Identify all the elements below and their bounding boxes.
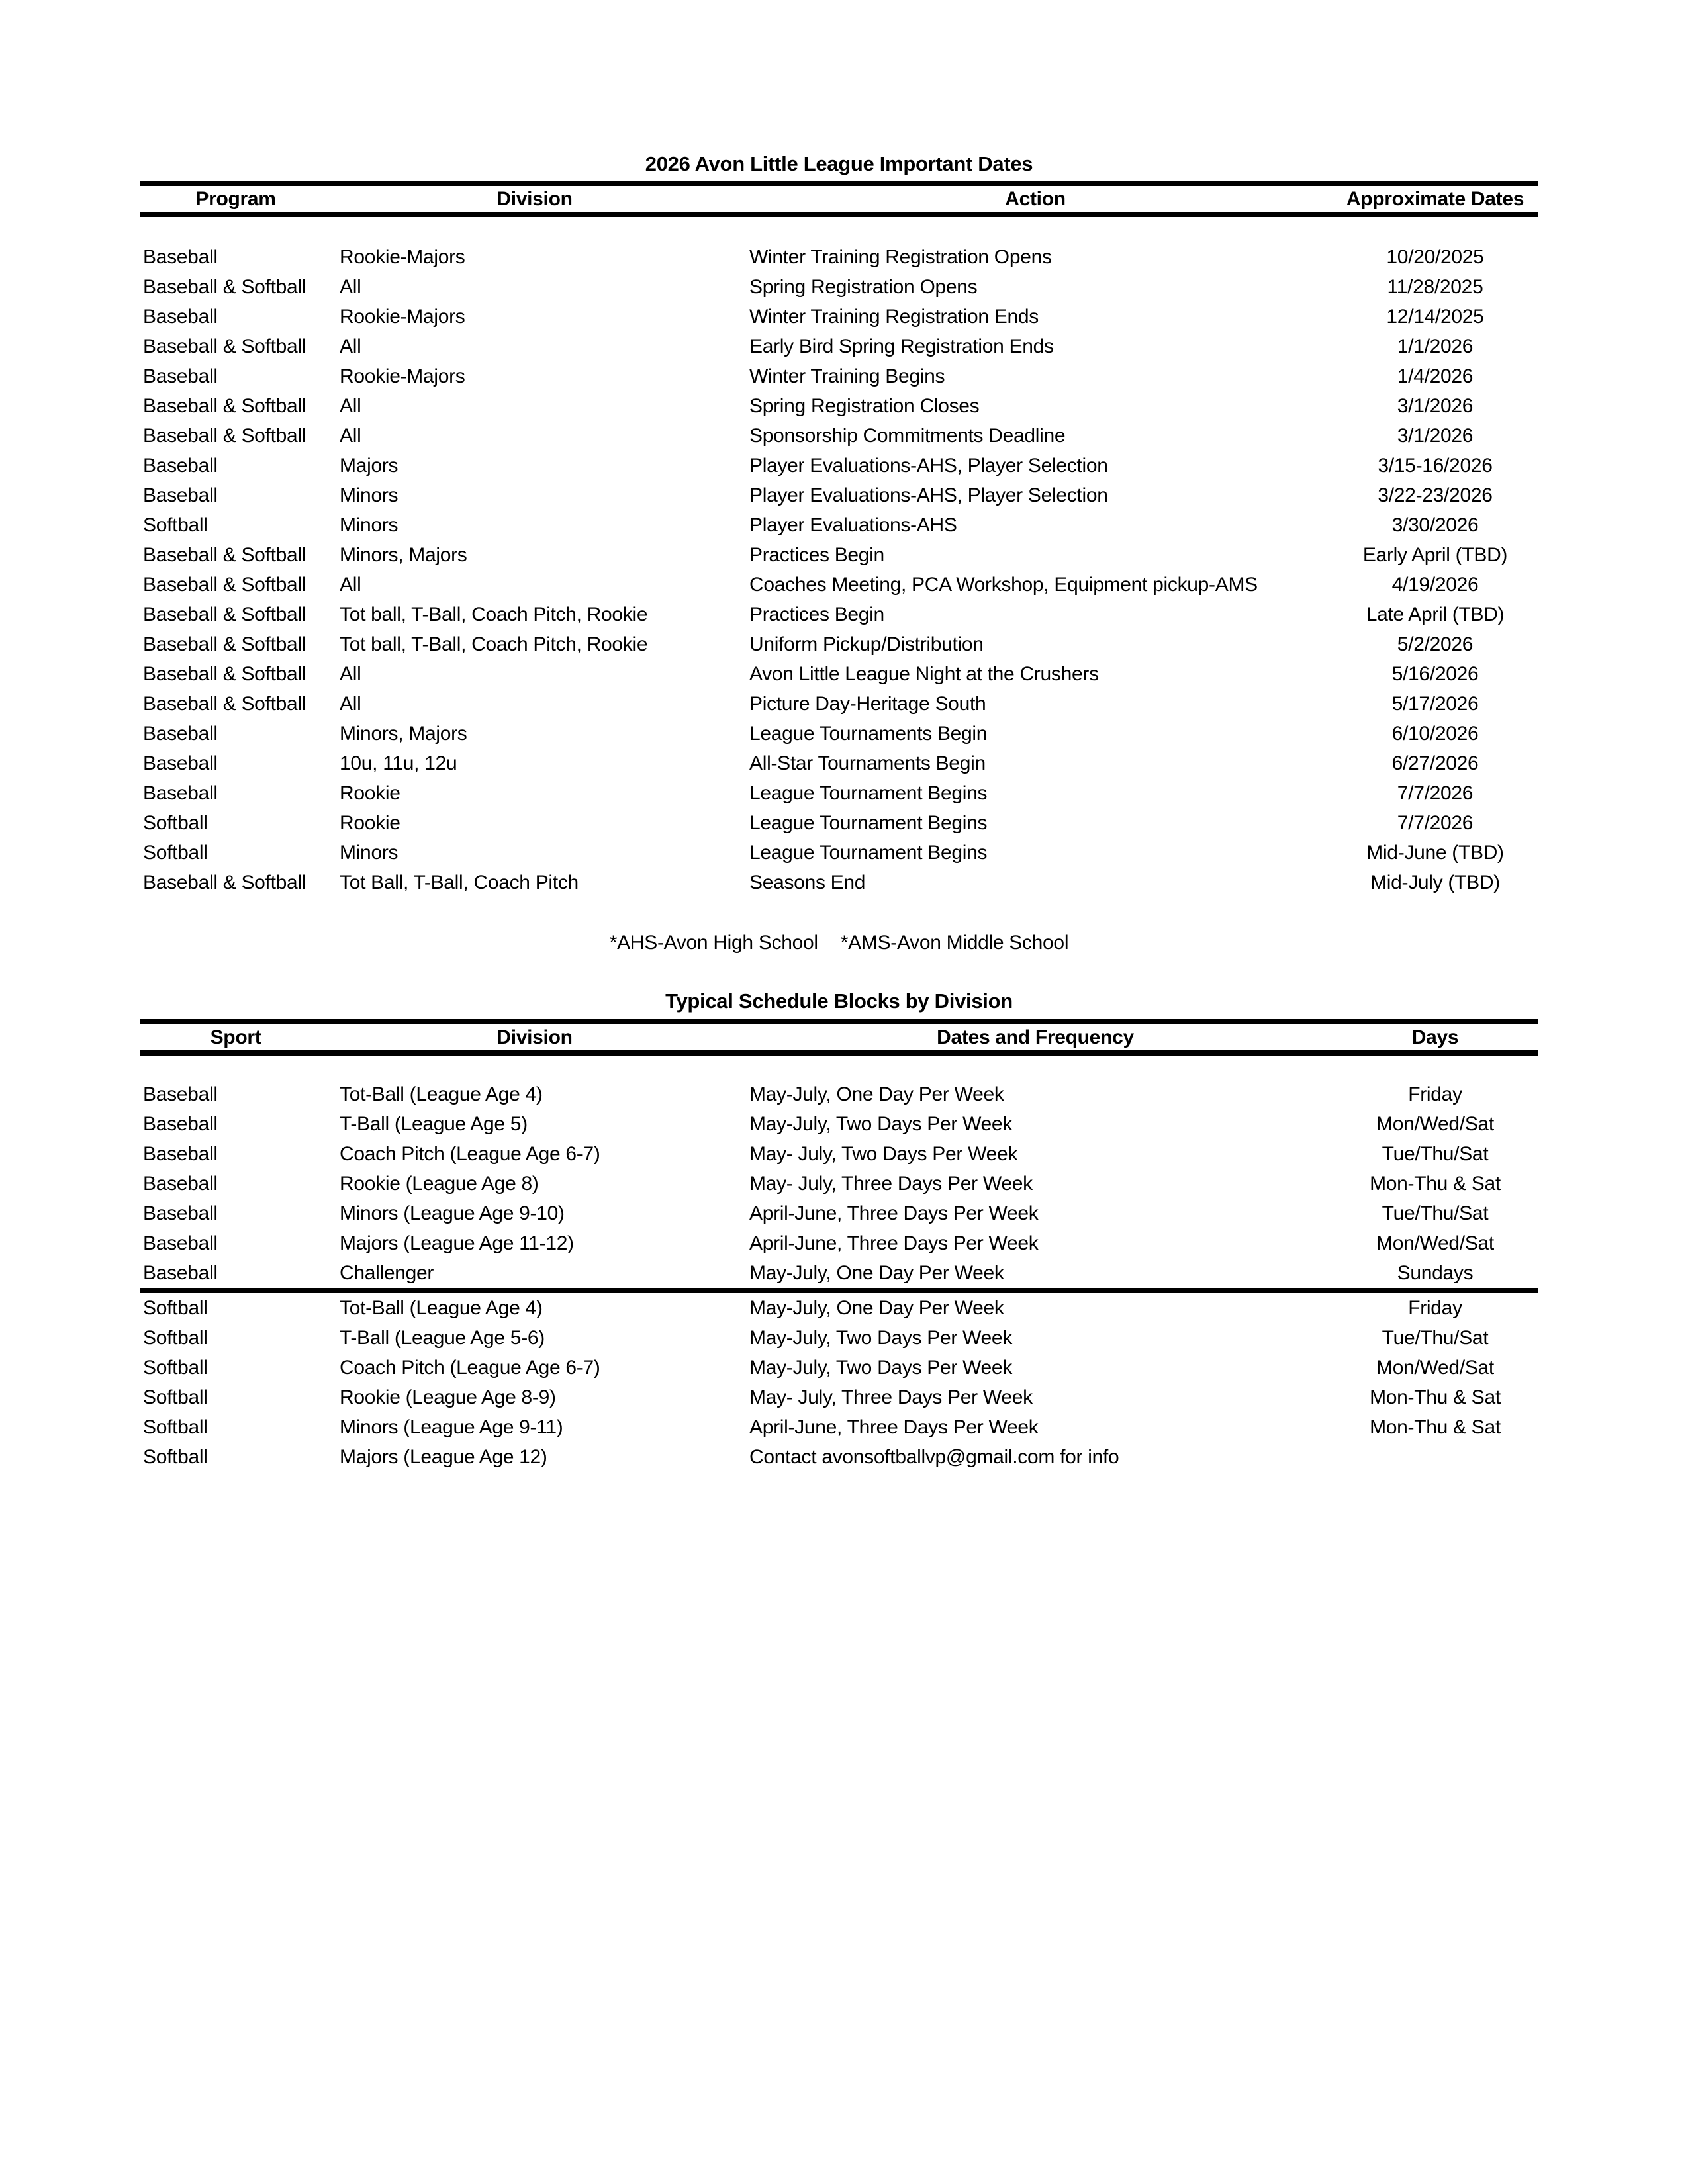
table-cell: Majors (League Age 12)	[340, 1446, 547, 1468]
table-cell: Majors (League Age 11-12)	[340, 1232, 574, 1254]
table-cell: Baseball	[143, 306, 218, 328]
table-row	[140, 272, 1538, 302]
table-row	[140, 1412, 1538, 1442]
schedule-blocks-table-header	[140, 1019, 1538, 1056]
table-cell: All	[340, 574, 361, 596]
table-cell: Player Evaluations-AHS, Player Selection	[749, 484, 1108, 506]
column-header-approximate-dates: Approximate Dates	[1346, 187, 1524, 210]
table-cell: Friday	[1408, 1297, 1462, 1319]
table-cell: Softball	[143, 1387, 208, 1408]
table-cell: Baseball	[143, 782, 218, 804]
table-cell: Rookie-Majors	[340, 365, 465, 387]
table-cell: Softball	[143, 1297, 208, 1319]
table-cell: 7/7/2026	[1397, 782, 1474, 804]
table-cell: May-July, Two Days Per Week	[749, 1113, 1013, 1135]
table-cell: 1/4/2026	[1397, 365, 1474, 387]
table-row	[140, 1079, 1538, 1109]
table-cell: 3/15-16/2026	[1378, 455, 1493, 477]
table-cell: Early April (TBD)	[1362, 544, 1508, 566]
table-cell: League Tournament Begins	[749, 782, 988, 804]
table-cell: All	[340, 693, 361, 715]
table-row	[140, 510, 1538, 540]
table-row	[140, 1109, 1538, 1139]
table-cell: T-Ball (League Age 5-6)	[340, 1327, 545, 1349]
table-cell: Baseball	[143, 752, 218, 774]
table-cell: 1/1/2026	[1397, 336, 1474, 357]
table-row	[140, 1383, 1538, 1412]
table-row	[140, 242, 1538, 272]
softball-rows-group	[140, 1293, 1538, 1472]
table-cell: Mon-Thu & Sat	[1370, 1416, 1501, 1438]
table-cell: League Tournament Begins	[749, 812, 988, 834]
table-cell: Baseball	[143, 1083, 218, 1105]
table-cell: 12/14/2025	[1386, 306, 1484, 328]
table-row	[140, 808, 1538, 838]
table-cell: Baseball	[143, 484, 218, 506]
table-cell: Baseball & Softball	[143, 425, 306, 447]
table-cell: May- July, Three Days Per Week	[749, 1173, 1033, 1195]
table-row	[140, 749, 1538, 778]
table-cell: May-July, One Day Per Week	[749, 1297, 1004, 1319]
table-cell: Rookie (League Age 8-9)	[340, 1387, 556, 1408]
table-cell: 5/16/2026	[1391, 663, 1479, 685]
table-cell: Softball	[143, 514, 208, 536]
table-cell: 10u, 11u, 12u	[340, 752, 457, 774]
schedule-blocks-table-title: Typical Schedule Blocks by Division	[665, 989, 1013, 1013]
table-cell: Tot ball, T-Ball, Coach Pitch, Rookie	[340, 604, 648, 625]
table-cell: Baseball	[143, 1262, 218, 1284]
table-cell: Mon/Wed/Sat	[1376, 1357, 1494, 1379]
table-cell: 3/30/2026	[1391, 514, 1479, 536]
table-cell: Winter Training Registration Opens	[749, 246, 1052, 268]
table-row	[140, 1228, 1538, 1258]
table-cell: 6/27/2026	[1391, 752, 1479, 774]
table-cell: Rookie-Majors	[340, 246, 465, 268]
table-cell: Spring Registration Closes	[749, 395, 980, 417]
column-header-division: Division	[496, 187, 573, 210]
section-divider-line	[140, 1288, 1538, 1293]
table-cell: Baseball	[143, 455, 218, 477]
table-cell: Baseball	[143, 1203, 218, 1224]
table-cell: Mon-Thu & Sat	[1370, 1173, 1501, 1195]
table-cell: Baseball & Softball	[143, 336, 306, 357]
table-cell: Tue/Thu/Sat	[1382, 1327, 1489, 1349]
table-cell: Seasons End	[749, 872, 866, 893]
table-cell: Minors	[340, 484, 399, 506]
table-cell: Winter Training Begins	[749, 365, 945, 387]
important-dates-table-title: 2026 Avon Little League Important Dates	[645, 152, 1033, 175]
important-dates-table-body	[140, 217, 1538, 897]
table-cell: All	[340, 663, 361, 685]
table-cell: 10/20/2025	[1386, 246, 1484, 268]
table-cell: Coach Pitch (League Age 6-7)	[340, 1357, 600, 1379]
table-cell: T-Ball (League Age 5)	[340, 1113, 528, 1135]
table-cell: May- July, Three Days Per Week	[749, 1387, 1033, 1408]
table-cell: Baseball	[143, 723, 218, 745]
table-cell: Mon/Wed/Sat	[1376, 1232, 1494, 1254]
table-cell: 5/17/2026	[1391, 693, 1479, 715]
table-cell: All	[340, 336, 361, 357]
table-row	[140, 778, 1538, 808]
column-header-sport: Sport	[210, 1026, 261, 1048]
table-cell: Baseball	[143, 365, 218, 387]
table-cell: Picture Day-Heritage South	[749, 693, 986, 715]
table-cell: April-June, Three Days Per Week	[749, 1232, 1039, 1254]
table-cell: Baseball & Softball	[143, 574, 306, 596]
footnote	[140, 928, 1538, 958]
table-row	[140, 1353, 1538, 1383]
table-cell: May-July, One Day Per Week	[749, 1262, 1004, 1284]
table-row	[140, 480, 1538, 510]
table-cell: Player Evaluations-AHS, Player Selection	[749, 455, 1108, 477]
table-row	[140, 689, 1538, 719]
table-cell: 11/28/2025	[1387, 276, 1483, 298]
table-cell: Baseball & Softball	[143, 693, 306, 715]
column-header-action: Action	[1005, 187, 1066, 210]
table-cell: Softball	[143, 812, 208, 834]
table-cell: Minors	[340, 514, 399, 536]
table-cell: League Tournament Begins	[749, 842, 988, 864]
table-row	[140, 1258, 1538, 1288]
table-row	[140, 719, 1538, 749]
table-row	[140, 302, 1538, 332]
important-dates-table-header	[140, 181, 1538, 217]
table-cell: 3/1/2026	[1397, 425, 1474, 447]
footnote-ahs: *AHS-Avon High School	[609, 932, 818, 954]
table-cell: Minors (League Age 9-11)	[340, 1416, 563, 1438]
table-row	[140, 659, 1538, 689]
table-cell: All	[340, 276, 361, 298]
table-row	[140, 1323, 1538, 1353]
table-cell: League Tournaments Begin	[749, 723, 988, 745]
table-row	[140, 868, 1538, 897]
table-row	[140, 540, 1538, 570]
table-cell: Practices Begin	[749, 604, 884, 625]
table-cell: Late April (TBD)	[1366, 604, 1505, 625]
table-cell: Early Bird Spring Registration Ends	[749, 336, 1054, 357]
table-cell: Tue/Thu/Sat	[1382, 1143, 1489, 1165]
table-cell: Spring Registration Opens	[749, 276, 978, 298]
table-cell: Minors, Majors	[340, 723, 467, 745]
table-cell: Sponsorship Commitments Deadline	[749, 425, 1066, 447]
table-row	[140, 391, 1538, 421]
table-cell: All	[340, 395, 361, 417]
table-cell: Softball	[143, 842, 208, 864]
table-cell: Winter Training Registration Ends	[749, 306, 1039, 328]
schedule-blocks-table-body	[140, 1056, 1538, 1472]
table-cell: Baseball & Softball	[143, 663, 306, 685]
table-row	[140, 570, 1538, 600]
table-cell: May- July, Two Days Per Week	[749, 1143, 1018, 1165]
column-header-dates-and-frequency: Dates and Frequency	[937, 1026, 1134, 1048]
table-cell: Rookie	[340, 782, 400, 804]
table-cell: Rookie (League Age 8)	[340, 1173, 539, 1195]
table-row	[140, 629, 1538, 659]
table-cell: Tot-Ball (League Age 4)	[340, 1297, 543, 1319]
table-row	[140, 600, 1538, 629]
table-cell: Baseball	[143, 1232, 218, 1254]
table-row	[140, 1199, 1538, 1228]
table-row	[140, 361, 1538, 391]
table-cell: Baseball & Softball	[143, 604, 306, 625]
table-cell: Player Evaluations-AHS	[749, 514, 957, 536]
table-cell: Rookie	[340, 812, 400, 834]
table-cell: April-June, Three Days Per Week	[749, 1416, 1039, 1438]
column-header-division: Division	[496, 1026, 573, 1048]
table-cell: Softball	[143, 1357, 208, 1379]
table-row	[140, 838, 1538, 868]
table-cell: Mid-July (TBD)	[1370, 872, 1500, 893]
table-cell: Challenger	[340, 1262, 434, 1284]
table-cell: Softball	[143, 1416, 208, 1438]
table-cell: Rookie-Majors	[340, 306, 465, 328]
table-cell: Tue/Thu/Sat	[1382, 1203, 1489, 1224]
table-cell: 3/22-23/2026	[1378, 484, 1493, 506]
table-cell: May-July, Two Days Per Week	[749, 1327, 1013, 1349]
table-cell: Minors (League Age 9-10)	[340, 1203, 565, 1224]
table-cell: 7/7/2026	[1397, 812, 1474, 834]
table-cell: May-July, Two Days Per Week	[749, 1357, 1013, 1379]
table-cell: Avon Little League Night at the Crushers	[749, 663, 1099, 685]
table-cell: Tot ball, T-Ball, Coach Pitch, Rookie	[340, 633, 648, 655]
table-row	[140, 1139, 1538, 1169]
table-cell: Contact avonsoftballvp@gmail.com for info	[749, 1446, 1119, 1468]
column-header-days: Days	[1411, 1026, 1459, 1048]
table-row	[140, 1293, 1538, 1323]
table-cell: 4/19/2026	[1391, 574, 1479, 596]
table-cell: Tot Ball, T-Ball, Coach Pitch	[340, 872, 579, 893]
table-cell: 5/2/2026	[1397, 633, 1474, 655]
table-cell: All	[340, 425, 361, 447]
table-cell: Baseball	[143, 1113, 218, 1135]
table-cell: Baseball & Softball	[143, 395, 306, 417]
table-cell: April-June, Three Days Per Week	[749, 1203, 1039, 1224]
table-row	[140, 332, 1538, 361]
column-header-program: Program	[195, 187, 276, 210]
table-cell: Baseball	[143, 246, 218, 268]
table-cell: All-Star Tournaments Begin	[749, 752, 986, 774]
table-row	[140, 451, 1538, 480]
table-cell: Mid-June (TBD)	[1366, 842, 1504, 864]
table-cell: Mon/Wed/Sat	[1376, 1113, 1494, 1135]
table-cell: Coach Pitch (League Age 6-7)	[340, 1143, 600, 1165]
table-cell: Sundays	[1397, 1262, 1474, 1284]
table-row	[140, 1442, 1538, 1472]
table-cell: Softball	[143, 1327, 208, 1349]
table-cell: Coaches Meeting, PCA Workshop, Equipment pickup-AMS	[749, 574, 1258, 596]
table-cell: Baseball & Softball	[143, 276, 306, 298]
table-cell: Baseball & Softball	[143, 544, 306, 566]
table-cell: Baseball & Softball	[143, 633, 306, 655]
table-cell: 6/10/2026	[1391, 723, 1479, 745]
table-cell: Minors	[340, 842, 399, 864]
table-cell: 3/1/2026	[1397, 395, 1474, 417]
table-cell: Baseball & Softball	[143, 872, 306, 893]
table-row	[140, 421, 1538, 451]
table-cell: May-July, One Day Per Week	[749, 1083, 1004, 1105]
table-cell: Baseball	[143, 1143, 218, 1165]
table-row	[140, 1169, 1538, 1199]
table-cell: Softball	[143, 1446, 208, 1468]
table-cell: Tot-Ball (League Age 4)	[340, 1083, 543, 1105]
table-cell: Baseball	[143, 1173, 218, 1195]
table-cell: Majors	[340, 455, 399, 477]
table-cell: Practices Begin	[749, 544, 884, 566]
baseball-rows-group	[140, 1079, 1538, 1288]
table-cell: Uniform Pickup/Distribution	[749, 633, 984, 655]
footnote-ams: *AMS-Avon Middle School	[840, 932, 1069, 954]
table-cell: Mon-Thu & Sat	[1370, 1387, 1501, 1408]
table-cell: Minors, Majors	[340, 544, 467, 566]
table-cell: Friday	[1408, 1083, 1462, 1105]
